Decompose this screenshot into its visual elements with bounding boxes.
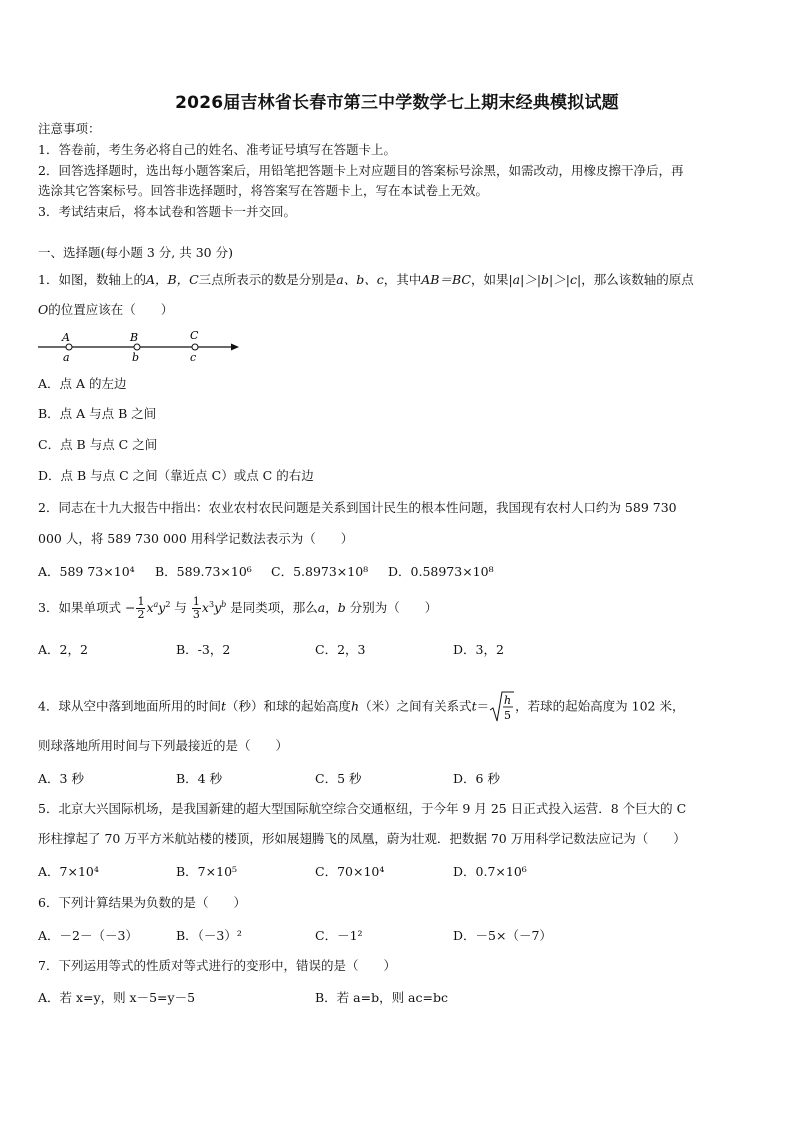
q1-option-c: C．点 B 与点 C 之间 xyxy=(38,437,158,452)
q2-option-b: B．589.73×10⁶ xyxy=(155,564,252,579)
q1-option-b: B．点 A 与点 B 之间 xyxy=(38,406,157,421)
question-5-stem-cont: 形柱撑起了 70 万平方米航站楼的楼顶，形如展翅腾飞的凤凰，蔚为壮观．把数据 70 万用科学记数法应记为（ ） xyxy=(38,831,686,846)
label-c: c xyxy=(190,351,197,364)
arrow-right-icon xyxy=(231,344,239,351)
q6-option-b: B．（－3）² xyxy=(176,928,242,943)
question-1-stem-cont: O的位置应该在（ ） xyxy=(38,302,174,317)
label-C: C xyxy=(190,329,199,342)
question-2-stem: 2．同志在十九大报告中指出：农业农村农民问题是关系到国计民生的根本性问题，我国现有农村人口约为 589 730 xyxy=(38,500,677,515)
question-4-stem-cont: 则球落地所用时间与下列最接近的是（ ） xyxy=(38,738,289,753)
notice-item-1: 1．答卷前，考生务必将自己的姓名、准考证号填写在答题卡上。 xyxy=(38,142,396,157)
number-line-figure xyxy=(36,328,246,368)
exam-title: 2026届吉林省长春市第三中学数学七上期末经典模拟试题 xyxy=(175,93,619,113)
q2-option-d: D．0.58973×10⁸ xyxy=(388,564,494,579)
q3-option-c: C．2，3 xyxy=(315,642,366,657)
q4-option-a: A．3 秒 xyxy=(38,771,84,786)
q4-option-c: C．5 秒 xyxy=(315,771,362,786)
label-b: b xyxy=(132,351,140,364)
q5-option-d: D．0.7×10⁶ xyxy=(453,864,527,879)
sqrt-formula xyxy=(489,690,515,724)
q3-option-d: D．3，2 xyxy=(453,642,504,657)
label-a: a xyxy=(63,351,70,364)
question-1-stem: 1．如图，数轴上的A，B，C三点所表示的数是分别是a、b、c，其中AB＝BC，如果|a|＞|b|＞|c|，那么该数轴的原点 xyxy=(38,272,694,287)
q4-option-d: D．6 秒 xyxy=(453,771,500,786)
q7-option-b: B．若 a=b，则 ac=bc xyxy=(315,990,448,1005)
q2-option-a: A．589 73×10⁴ xyxy=(38,564,135,579)
q5-option-c: C．70×10⁴ xyxy=(315,864,385,879)
question-5-stem: 5．北京大兴国际机场，是我国新建的超大型国际航空综合交通枢纽，于今年 9 月 25 日正式投入运营．8 个巨大的 C xyxy=(38,801,687,816)
question-4-stem: 4．球从空中落到地面所用的时间t（秒）和球的起始高度h（米）之间有关系式t＝ h 5 ，若球的起始高度为 102 米， xyxy=(38,690,760,724)
notice-heading: 注意事项： xyxy=(38,121,101,136)
point-c-marker xyxy=(192,344,198,350)
svg-text:5: 5 xyxy=(504,709,512,722)
q6-option-a: A．－2－（－3） xyxy=(38,928,138,943)
monomial-2: $\frac{1}{3}$ $x^3y^b$ xyxy=(192,595,227,621)
notice-item-2: 2．回答选择题时，选出每小题答案后，用铅笔把答题卡上对应题目的答案标号涂黑，如需改动，用橡皮擦干净后，再 xyxy=(38,163,684,178)
q3-option-b: B．-3，2 xyxy=(176,642,231,657)
question-6-stem: 6．下列计算结果为负数的是（ ） xyxy=(38,895,246,910)
q6-option-d: D．－5×（－7） xyxy=(453,928,552,943)
monomial-1: − $\frac{1}{2}$ $x^ay^2$ xyxy=(124,595,171,621)
label-B: B xyxy=(130,331,139,344)
q7-option-a: A．若 x=y，则 x－5=y－5 xyxy=(38,990,196,1005)
question-2-stem-cont: 000 人，将 589 730 000 用科学记数法表示为（ ） xyxy=(38,531,354,546)
svg-text:h: h xyxy=(504,694,512,707)
q2-option-c: C．5.8973×10⁸ xyxy=(271,564,369,579)
point-a-marker xyxy=(66,344,72,350)
point-b-marker xyxy=(134,344,140,350)
section-heading-choice: 一、选择题(每小题 3 分, 共 30 分) xyxy=(38,245,233,260)
question-7-stem: 7．下列运用等式的性质对等式进行的变形中，错误的是（ ） xyxy=(38,958,396,973)
q5-option-a: A．7×10⁴ xyxy=(38,864,99,879)
q3-option-a: A．2，2 xyxy=(38,642,88,657)
q4-option-b: B．4 秒 xyxy=(176,771,223,786)
q5-option-b: B．7×10⁵ xyxy=(176,864,238,879)
q6-option-c: C．－1² xyxy=(315,928,363,943)
question-3-stem: 3．如果单项式 − $\frac{1}{2}$ $x^ay^2$ 与 $\frac{1}{3}$ $x^3y^b$ 是同类项，那么a，b 分别为（ ） xyxy=(38,595,438,621)
label-A: A xyxy=(62,331,70,344)
q1-option-d: D．点 B 与点 C 之间（靠近点 C）或点 C 的右边 xyxy=(38,468,314,483)
notice-item-3: 3．考试结束后，将本试卷和答题卡一并交回。 xyxy=(38,204,296,219)
notice-item-2-cont: 选涂其它答案标号。回答非选择题时，将答案写在答题卡上，写在本试卷上无效。 xyxy=(38,183,489,198)
q1-option-a: A．点 A 的左边 xyxy=(38,376,127,391)
